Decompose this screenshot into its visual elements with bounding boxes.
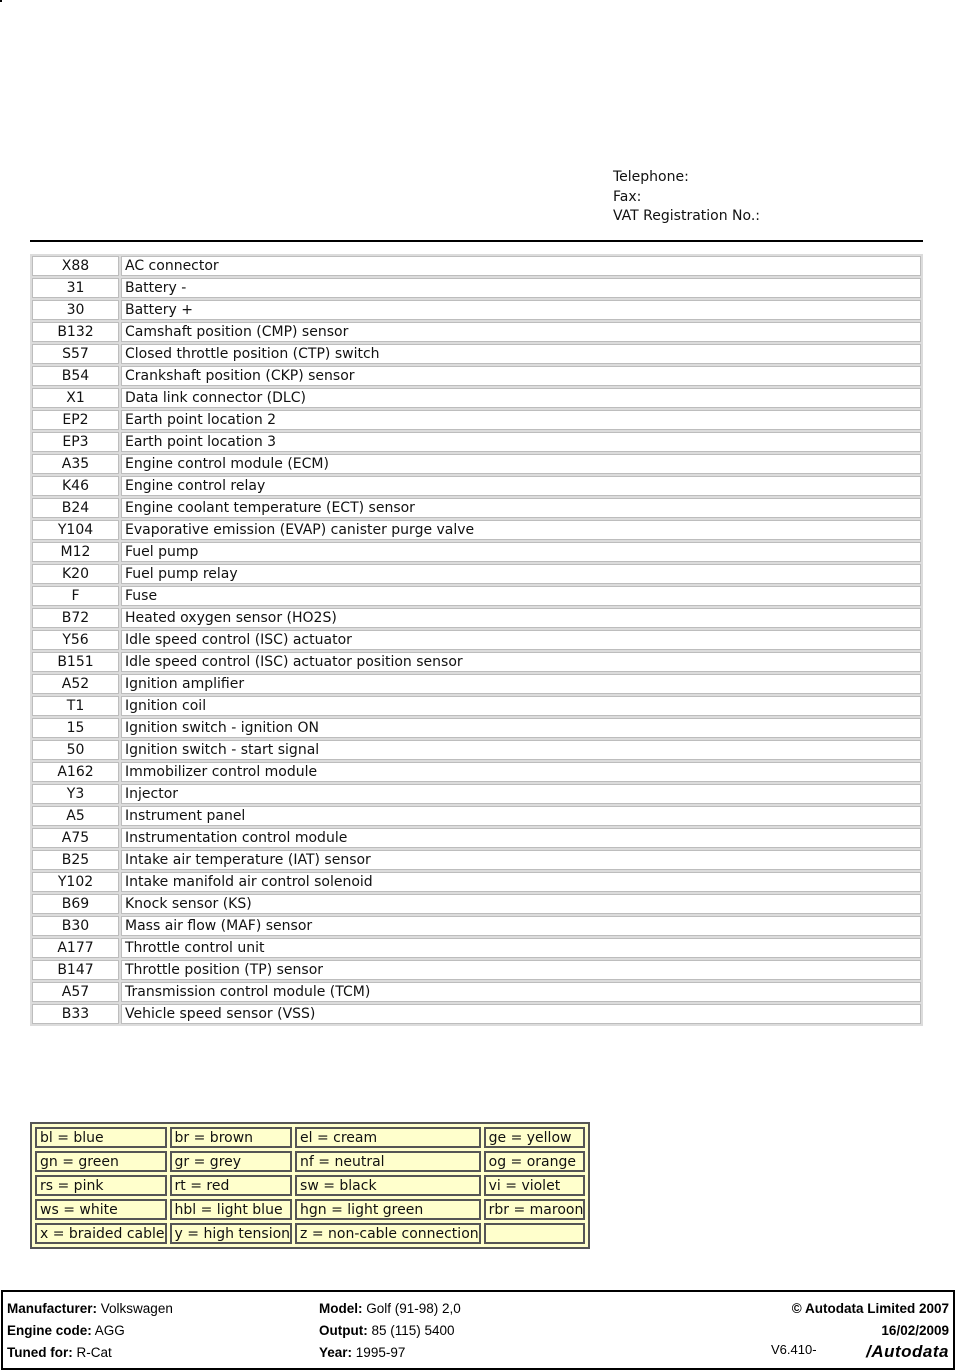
model-value: Golf (91-98) 2,0	[366, 1301, 461, 1316]
component-description: Knock sensor (KS)	[121, 894, 921, 914]
component-description: Camshaft position (CMP) sensor	[121, 322, 921, 342]
component-row	[32, 652, 921, 672]
component-row	[32, 696, 921, 716]
legend-row	[35, 1127, 585, 1148]
component-code: X88	[32, 256, 119, 276]
component-code: Y56	[32, 630, 119, 650]
legend-cell: vi = violet	[484, 1175, 586, 1196]
component-description: Mass air flow (MAF) sensor	[121, 916, 921, 936]
component-description: AC connector	[121, 256, 921, 276]
legend-cell: gr = grey	[170, 1151, 293, 1172]
tuned-for-row	[7, 1342, 173, 1364]
component-description: Fuse	[121, 586, 921, 606]
copyright: © Autodata Limited 2007	[791, 1301, 949, 1316]
output-label: Output:	[319, 1323, 368, 1338]
component-code: EP2	[32, 410, 119, 430]
component-description: Intake manifold air control solenoid	[121, 872, 921, 892]
component-description: Idle speed control (ISC) actuator	[121, 630, 921, 650]
legend-cell: og = orange	[484, 1151, 586, 1172]
component-description: Transmission control module (TCM)	[121, 982, 921, 1002]
component-code: 31	[32, 278, 119, 298]
component-row	[32, 938, 921, 958]
vat-label: VAT Registration No.:	[613, 208, 761, 224]
component-row	[32, 784, 921, 804]
manufacturer-label: Manufacturer:	[7, 1301, 98, 1316]
component-code: B132	[32, 322, 119, 342]
year-value: 1995-97	[355, 1345, 406, 1360]
tuned-for-value: R-Cat	[76, 1345, 112, 1360]
component-description: Idle speed control (ISC) actuator position sensor	[121, 652, 921, 672]
legend-cell: hbl = light blue	[170, 1199, 293, 1220]
component-code: F	[32, 586, 119, 606]
component-code: B25	[32, 850, 119, 870]
document-ref: V6.410-	[771, 1342, 817, 1357]
component-description: Vehicle speed sensor (VSS)	[121, 1004, 921, 1024]
component-row	[32, 256, 921, 276]
component-code: B24	[32, 498, 119, 518]
component-code: A57	[32, 982, 119, 1002]
component-row	[32, 300, 921, 320]
model-label: Model:	[319, 1301, 363, 1316]
legend-row	[35, 1151, 585, 1172]
contact-block	[613, 168, 760, 227]
component-description: Evaporative emission (EVAP) canister purge valve	[121, 520, 921, 540]
component-description: Ignition amplifier	[121, 674, 921, 694]
legend-cell: ws = white	[35, 1199, 167, 1220]
component-row	[32, 476, 921, 496]
component-description: Battery -	[121, 278, 921, 298]
component-row	[32, 542, 921, 562]
component-code: 50	[32, 740, 119, 760]
component-code: 15	[32, 718, 119, 738]
corner-mark	[0, 0, 2, 2]
component-code: B151	[32, 652, 119, 672]
component-row	[32, 806, 921, 826]
component-code: X1	[32, 388, 119, 408]
component-code: B72	[32, 608, 119, 628]
component-code: A75	[32, 828, 119, 848]
footer-right	[792, 1298, 949, 1342]
component-row	[32, 322, 921, 342]
year-label: Year:	[319, 1345, 353, 1360]
legend-cell: gn = green	[35, 1151, 167, 1172]
component-code: B33	[32, 1004, 119, 1024]
component-description: Instrument panel	[121, 806, 921, 826]
component-description: Injector	[121, 784, 921, 804]
legend-cell: rt = red	[170, 1175, 293, 1196]
print-date: 16/02/2009	[881, 1323, 949, 1338]
legend-cell: y = high tension	[170, 1223, 293, 1244]
telephone-label: Telephone:	[613, 169, 689, 185]
footer	[1, 1290, 955, 1370]
component-row	[32, 872, 921, 892]
component-description: Instrumentation control module	[121, 828, 921, 848]
component-description: Crankshaft position (CKP) sensor	[121, 366, 921, 386]
fax-label: Fax:	[613, 188, 642, 205]
footer-left	[7, 1298, 173, 1364]
component-row	[32, 740, 921, 760]
legend-cell: nf = neutral	[295, 1151, 481, 1172]
legend-row	[35, 1223, 585, 1244]
output-value: 85 (115) 5400	[371, 1323, 455, 1338]
component-description: Earth point location 3	[121, 432, 921, 452]
component-description: Ignition switch - start signal	[121, 740, 921, 760]
footer-middle	[319, 1298, 461, 1364]
component-code: B69	[32, 894, 119, 914]
year-row	[319, 1342, 461, 1364]
component-code: A162	[32, 762, 119, 782]
component-row	[32, 960, 921, 980]
component-row	[32, 388, 921, 408]
component-description: Earth point location 2	[121, 410, 921, 430]
component-code: A35	[32, 454, 119, 474]
legend-cell: el = cream	[295, 1127, 481, 1148]
legend-cell: rbr = maroon	[484, 1199, 586, 1220]
component-code: K20	[32, 564, 119, 584]
component-row	[32, 586, 921, 606]
legend-cell: x = braided cable	[35, 1223, 167, 1244]
engine-code-value: AGG	[94, 1323, 125, 1338]
component-description: Throttle control unit	[121, 938, 921, 958]
component-row	[32, 762, 921, 782]
component-code: B147	[32, 960, 119, 980]
engine-code-label: Engine code:	[7, 1323, 92, 1338]
component-row	[32, 630, 921, 650]
component-description: Fuel pump relay	[121, 564, 921, 584]
component-code: A52	[32, 674, 119, 694]
component-code: M12	[32, 542, 119, 562]
component-description: Engine coolant temperature (ECT) sensor	[121, 498, 921, 518]
manufacturer-value: Volkswagen	[100, 1301, 173, 1316]
component-row	[32, 366, 921, 386]
component-code: B54	[32, 366, 119, 386]
component-row	[32, 608, 921, 628]
component-row	[32, 344, 921, 364]
engine-code-row	[7, 1320, 173, 1342]
component-description: Ignition switch - ignition ON	[121, 718, 921, 738]
component-code: A5	[32, 806, 119, 826]
component-code: 30	[32, 300, 119, 320]
wire-color-legend	[30, 1122, 590, 1249]
component-row	[32, 410, 921, 430]
legend-cell: br = brown	[170, 1127, 293, 1148]
autodata-logo: /Autodata	[866, 1342, 949, 1361]
component-description: Data link connector (DLC)	[121, 388, 921, 408]
component-description: Intake air temperature (IAT) sensor	[121, 850, 921, 870]
component-description: Fuel pump	[121, 542, 921, 562]
component-row	[32, 432, 921, 452]
model-row	[319, 1298, 461, 1320]
legend-cell: ge = yellow	[484, 1127, 586, 1148]
component-code: T1	[32, 696, 119, 716]
component-table	[30, 254, 923, 1026]
component-row	[32, 454, 921, 474]
component-description: Immobilizer control module	[121, 762, 921, 782]
component-code: Y104	[32, 520, 119, 540]
component-description: Ignition coil	[121, 696, 921, 716]
component-row	[32, 718, 921, 738]
legend-cell: sw = black	[295, 1175, 481, 1196]
component-description: Battery +	[121, 300, 921, 320]
component-row	[32, 1004, 921, 1024]
legend-cell: rs = pink	[35, 1175, 167, 1196]
component-code: B30	[32, 916, 119, 936]
legend-cell	[484, 1223, 586, 1244]
legend-row	[35, 1199, 585, 1220]
tuned-for-label: Tuned for:	[7, 1345, 73, 1360]
component-code: A177	[32, 938, 119, 958]
component-code: S57	[32, 344, 119, 364]
component-row	[32, 850, 921, 870]
legend-cell: z = non-cable connection	[295, 1223, 481, 1244]
component-row	[32, 916, 921, 936]
component-row	[32, 498, 921, 518]
component-row	[32, 828, 921, 848]
component-row	[32, 520, 921, 540]
output-row	[319, 1320, 461, 1342]
component-description: Throttle position (TP) sensor	[121, 960, 921, 980]
legend-row	[35, 1175, 585, 1196]
component-description: Heated oxygen sensor (HO2S)	[121, 608, 921, 628]
component-code: K46	[32, 476, 119, 496]
component-code: Y3	[32, 784, 119, 804]
component-code: Y102	[32, 872, 119, 892]
component-row	[32, 982, 921, 1002]
component-row	[32, 674, 921, 694]
legend-cell: hgn = light green	[295, 1199, 481, 1220]
legend-cell: bl = blue	[35, 1127, 167, 1148]
component-row	[32, 894, 921, 914]
component-description: Engine control relay	[121, 476, 921, 496]
component-description: Engine control module (ECM)	[121, 454, 921, 474]
component-description: Closed throttle position (CTP) switch	[121, 344, 921, 364]
header-divider	[30, 240, 923, 242]
component-row	[32, 278, 921, 298]
manufacturer-row	[7, 1298, 173, 1320]
component-row	[32, 564, 921, 584]
component-code: EP3	[32, 432, 119, 452]
